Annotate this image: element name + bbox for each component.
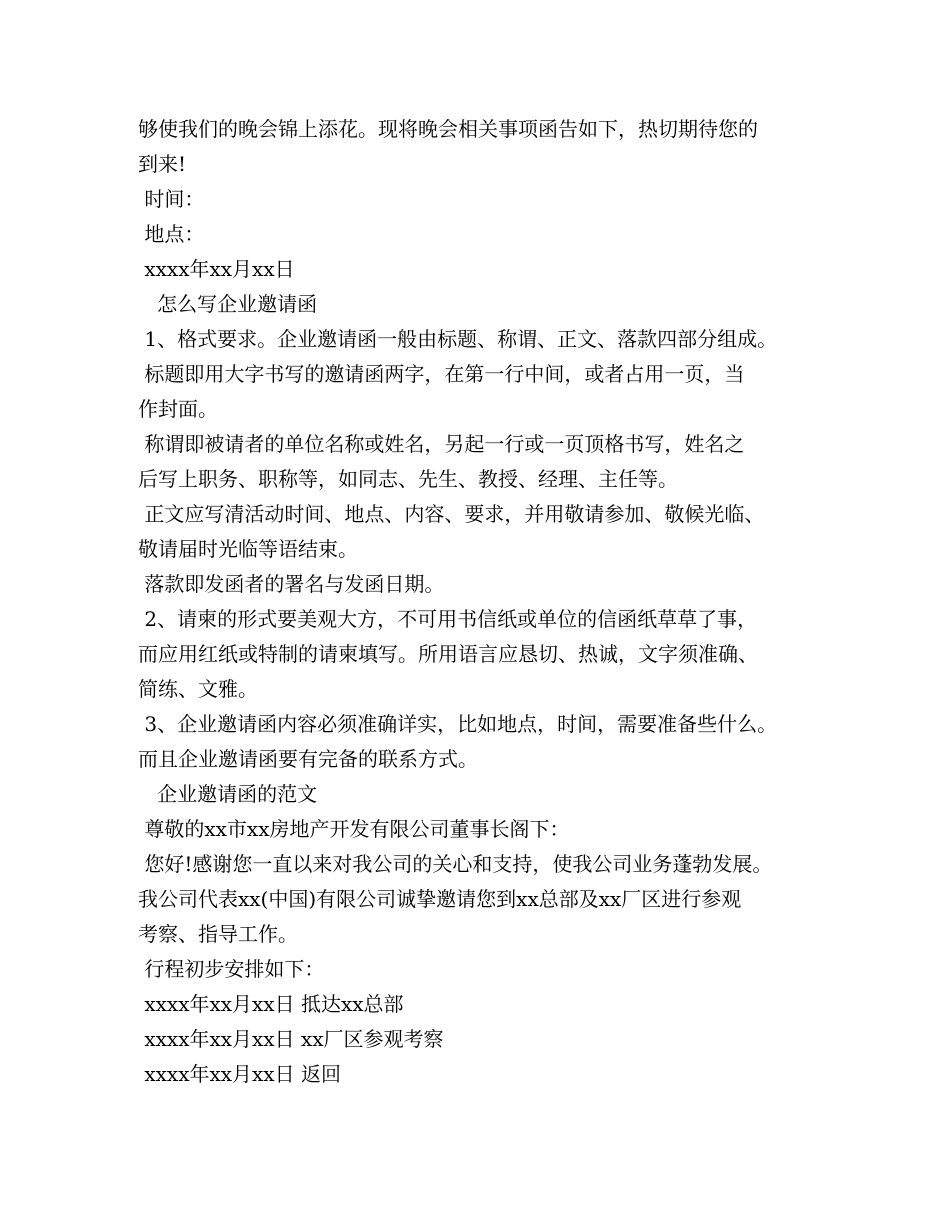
section-heading: 怎么写企业邀请函	[138, 292, 318, 316]
text-line: 您好!感谢您一直以来对我公司的关心和支持，使我公司业务蓬勃发展。	[138, 852, 773, 876]
text-line: 3、企业邀请函内容必须准确详实，比如地点，时间，需要准备些什么。	[138, 712, 778, 736]
text-line: 2、请柬的形式要美观大方，不可用书信纸或单位的信函纸草草了事，	[138, 607, 758, 631]
text-line: 而应用红纸或特制的请柬填写。所用语言应恳切、热诚，文字须准确、	[138, 642, 758, 666]
text-line: 1、格式要求。企业邀请函一般由标题、称谓、正文、落款四部分组成。	[138, 327, 778, 351]
document-body	[138, 112, 838, 1092]
text-line: 到来!	[138, 152, 187, 176]
text-line: 落款即发函者的署名与发函日期。	[138, 572, 445, 596]
itinerary-line: xxxx年xx月xx日 返回	[138, 1062, 341, 1086]
itinerary-line: xxxx年xx月xx日 抵达xx总部	[138, 992, 404, 1016]
text-line: 简练、文雅。	[138, 677, 258, 701]
text-line: xxxx年xx月xx日	[138, 257, 295, 281]
text-line: 我公司代表xx(中国)有限公司诚挚邀请您到xx总部及xx厂区进行参观	[138, 887, 742, 911]
text-line: 而且企业邀请函要有完备的联系方式。	[138, 747, 478, 771]
text-line: 行程初步安排如下：	[138, 957, 325, 981]
text-line: 考察、指导工作。	[138, 922, 298, 946]
text-line: 尊敬的xx市xx房地产开发有限公司董事长阁下：	[138, 817, 570, 841]
text-line: 时间：	[138, 187, 205, 211]
text-line: 称谓即被请者的单位名称或姓名，另起一行或一页顶格书写，姓名之	[138, 432, 745, 456]
text-line: 作封面。	[138, 397, 218, 421]
text-line: 地点：	[138, 222, 205, 246]
text-line: 标题即用大字书写的邀请函两字，在第一行中间，或者占用一页，当	[138, 362, 745, 386]
text-line: 正文应写清活动时间、地点、内容、要求，并用敬请参加、敬候光临、	[138, 502, 765, 526]
itinerary-line: xxxx年xx月xx日 xx厂区参观考察	[138, 1027, 444, 1051]
section-heading: 企业邀请函的范文	[138, 782, 318, 806]
text-line: 够使我们的晚会锦上添花。现将晚会相关事项函告如下，热切期待您的	[138, 117, 758, 141]
text-line: 敬请届时光临等语结束。	[138, 537, 358, 561]
text-line: 后写上职务、职称等，如同志、先生、教授、经理、主任等。	[138, 467, 678, 491]
